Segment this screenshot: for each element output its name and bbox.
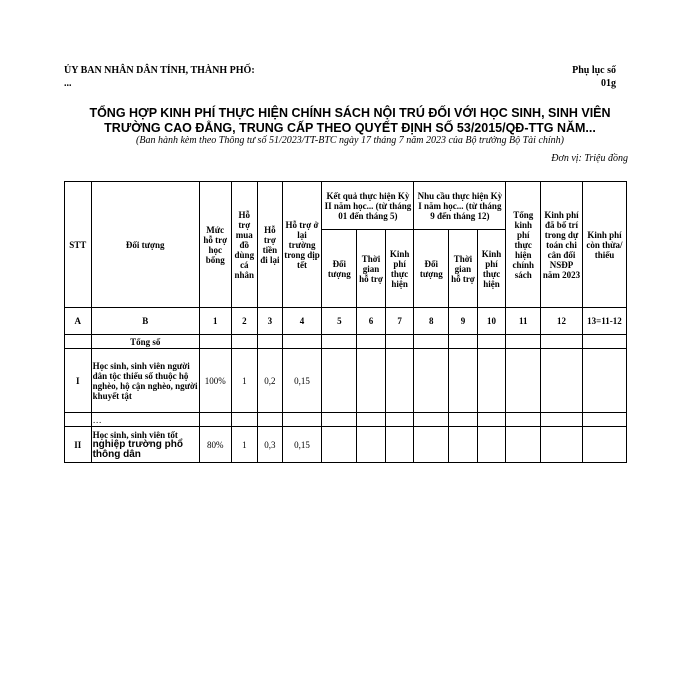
row-col-3: 0,2: [258, 349, 283, 413]
row-col-2: 1: [231, 427, 258, 463]
ellipsis-row: [65, 413, 627, 427]
appendix-title: Phụ lục số: [572, 65, 616, 76]
header-nhu-cau: Nhu cầu thực hiện Kỳ I năm học... (từ tháng 9 đến tháng 12): [414, 182, 506, 230]
row-label: Học sinh, sinh viên người dân tộc thiểu số thuộc hộ nghèo, hộ cận nghèo, người khuyết tật: [91, 349, 199, 413]
issuer-name: ỦY BAN NHÂN DÂN TỈNH, THÀNH PHỐ:: [64, 65, 255, 76]
total-row: [65, 335, 627, 349]
header-nc-thoi-gian: Thời gian hỗ trợ: [449, 230, 478, 308]
document-subtitle: (Ban hành kèm theo Thông tư số 51/2023/TT-BTC ngày 17 tháng 7 năm 2023 của Bộ trưởng Bộ Tài chính): [136, 135, 564, 146]
code-cell: 7: [385, 308, 414, 335]
header-kinh-phi-bo-tri: Kinh phí đã bố trí trong dự toán chi cân đối NSĐP năm 2023: [541, 182, 583, 308]
header-muc-ho-tro: Mức hỗ trợ học bổng: [199, 182, 231, 308]
row-muc: 100%: [199, 349, 231, 413]
row-col-2: 1: [231, 349, 258, 413]
header-kq-kinh-phi: Kinh phí thực hiện: [385, 230, 414, 308]
code-cell: 8: [414, 308, 449, 335]
title-line-1: TỔNG HỢP KINH PHÍ THỰC HIỆN CHÍNH SÁCH NỘI TRÚ ĐỐI VỚI HỌC SINH, SINH VIÊN: [89, 106, 611, 120]
table-row: [65, 427, 627, 463]
column-code-row: [65, 308, 627, 335]
funding-table: [64, 181, 627, 463]
total-label: Tổng số: [91, 335, 199, 349]
header-nc-kinh-phi: Kinh phí thực hiện: [477, 230, 506, 308]
appendix-number: 01g: [601, 78, 616, 89]
row-label-part-1: Học sinh, sinh viên tốt: [92, 429, 178, 440]
code-cell: 9: [449, 308, 478, 335]
row-col-4: 0,15: [282, 349, 322, 413]
header-ho-tro-mua: Hỗ trợ mua đồ dùng cá nhân: [231, 182, 258, 308]
row-muc: 80%: [199, 427, 231, 463]
row-stt: II: [65, 427, 92, 463]
header-nc-doi-tuong: Đối tượng: [414, 230, 449, 308]
code-cell: 2: [231, 308, 258, 335]
code-cell: 1: [199, 308, 231, 335]
title-line-2: TRƯỜNG CAO ĐẲNG, TRUNG CẤP THEO QUYẾT ĐỊNH SỐ 53/2015/QĐ-TTG NĂM...: [104, 121, 596, 135]
header-ho-tro-tien: Hỗ trợ tiền đi lại: [258, 182, 283, 308]
code-cell: 4: [282, 308, 322, 335]
header-kq-doi-tuong: Đối tượng: [322, 230, 357, 308]
code-cell: 12: [541, 308, 583, 335]
issuer-header: [64, 64, 255, 90]
header-row-1: [65, 182, 627, 230]
code-cell: 10: [477, 308, 506, 335]
code-cell: A: [65, 308, 92, 335]
header-tong-kinh-phi: Tổng kinh phí thực hiện chính sách: [506, 182, 541, 308]
header-ho-tro-o-lai: Hỗ trợ ở lại trường trong dịp tết: [282, 182, 322, 308]
row-col-4: 0,15: [282, 427, 322, 463]
header-kinh-phi-con: Kinh phí còn thừa/ thiếu: [582, 182, 626, 308]
header-kq-thoi-gian: Thời gian hỗ trợ: [357, 230, 386, 308]
code-cell: 3: [258, 308, 283, 335]
unit-label: Đơn vị: Triệu đồng: [551, 153, 628, 164]
row-label-part-2: nghiệp trường phổ thông dân: [92, 438, 184, 460]
code-cell: 13=11-12: [582, 308, 626, 335]
issuer-placeholder: ...: [64, 78, 72, 89]
row-stt: I: [65, 349, 92, 413]
row-col-3: 0,3: [258, 427, 283, 463]
appendix-label: [572, 64, 616, 90]
table-row: [65, 349, 627, 413]
header-ket-qua: Kết quả thực hiện Kỳ II năm học... (từ tháng 01 đến tháng 5): [322, 182, 414, 230]
header-doi-tuong: Đối tượng: [91, 182, 199, 308]
code-cell: B: [91, 308, 199, 335]
ellipsis-text: …: [91, 413, 199, 427]
code-cell: 5: [322, 308, 357, 335]
header-stt: STT: [65, 182, 92, 308]
code-cell: 6: [357, 308, 386, 335]
row-label: [91, 427, 199, 463]
document-title: [60, 106, 640, 136]
code-cell: 11: [506, 308, 541, 335]
